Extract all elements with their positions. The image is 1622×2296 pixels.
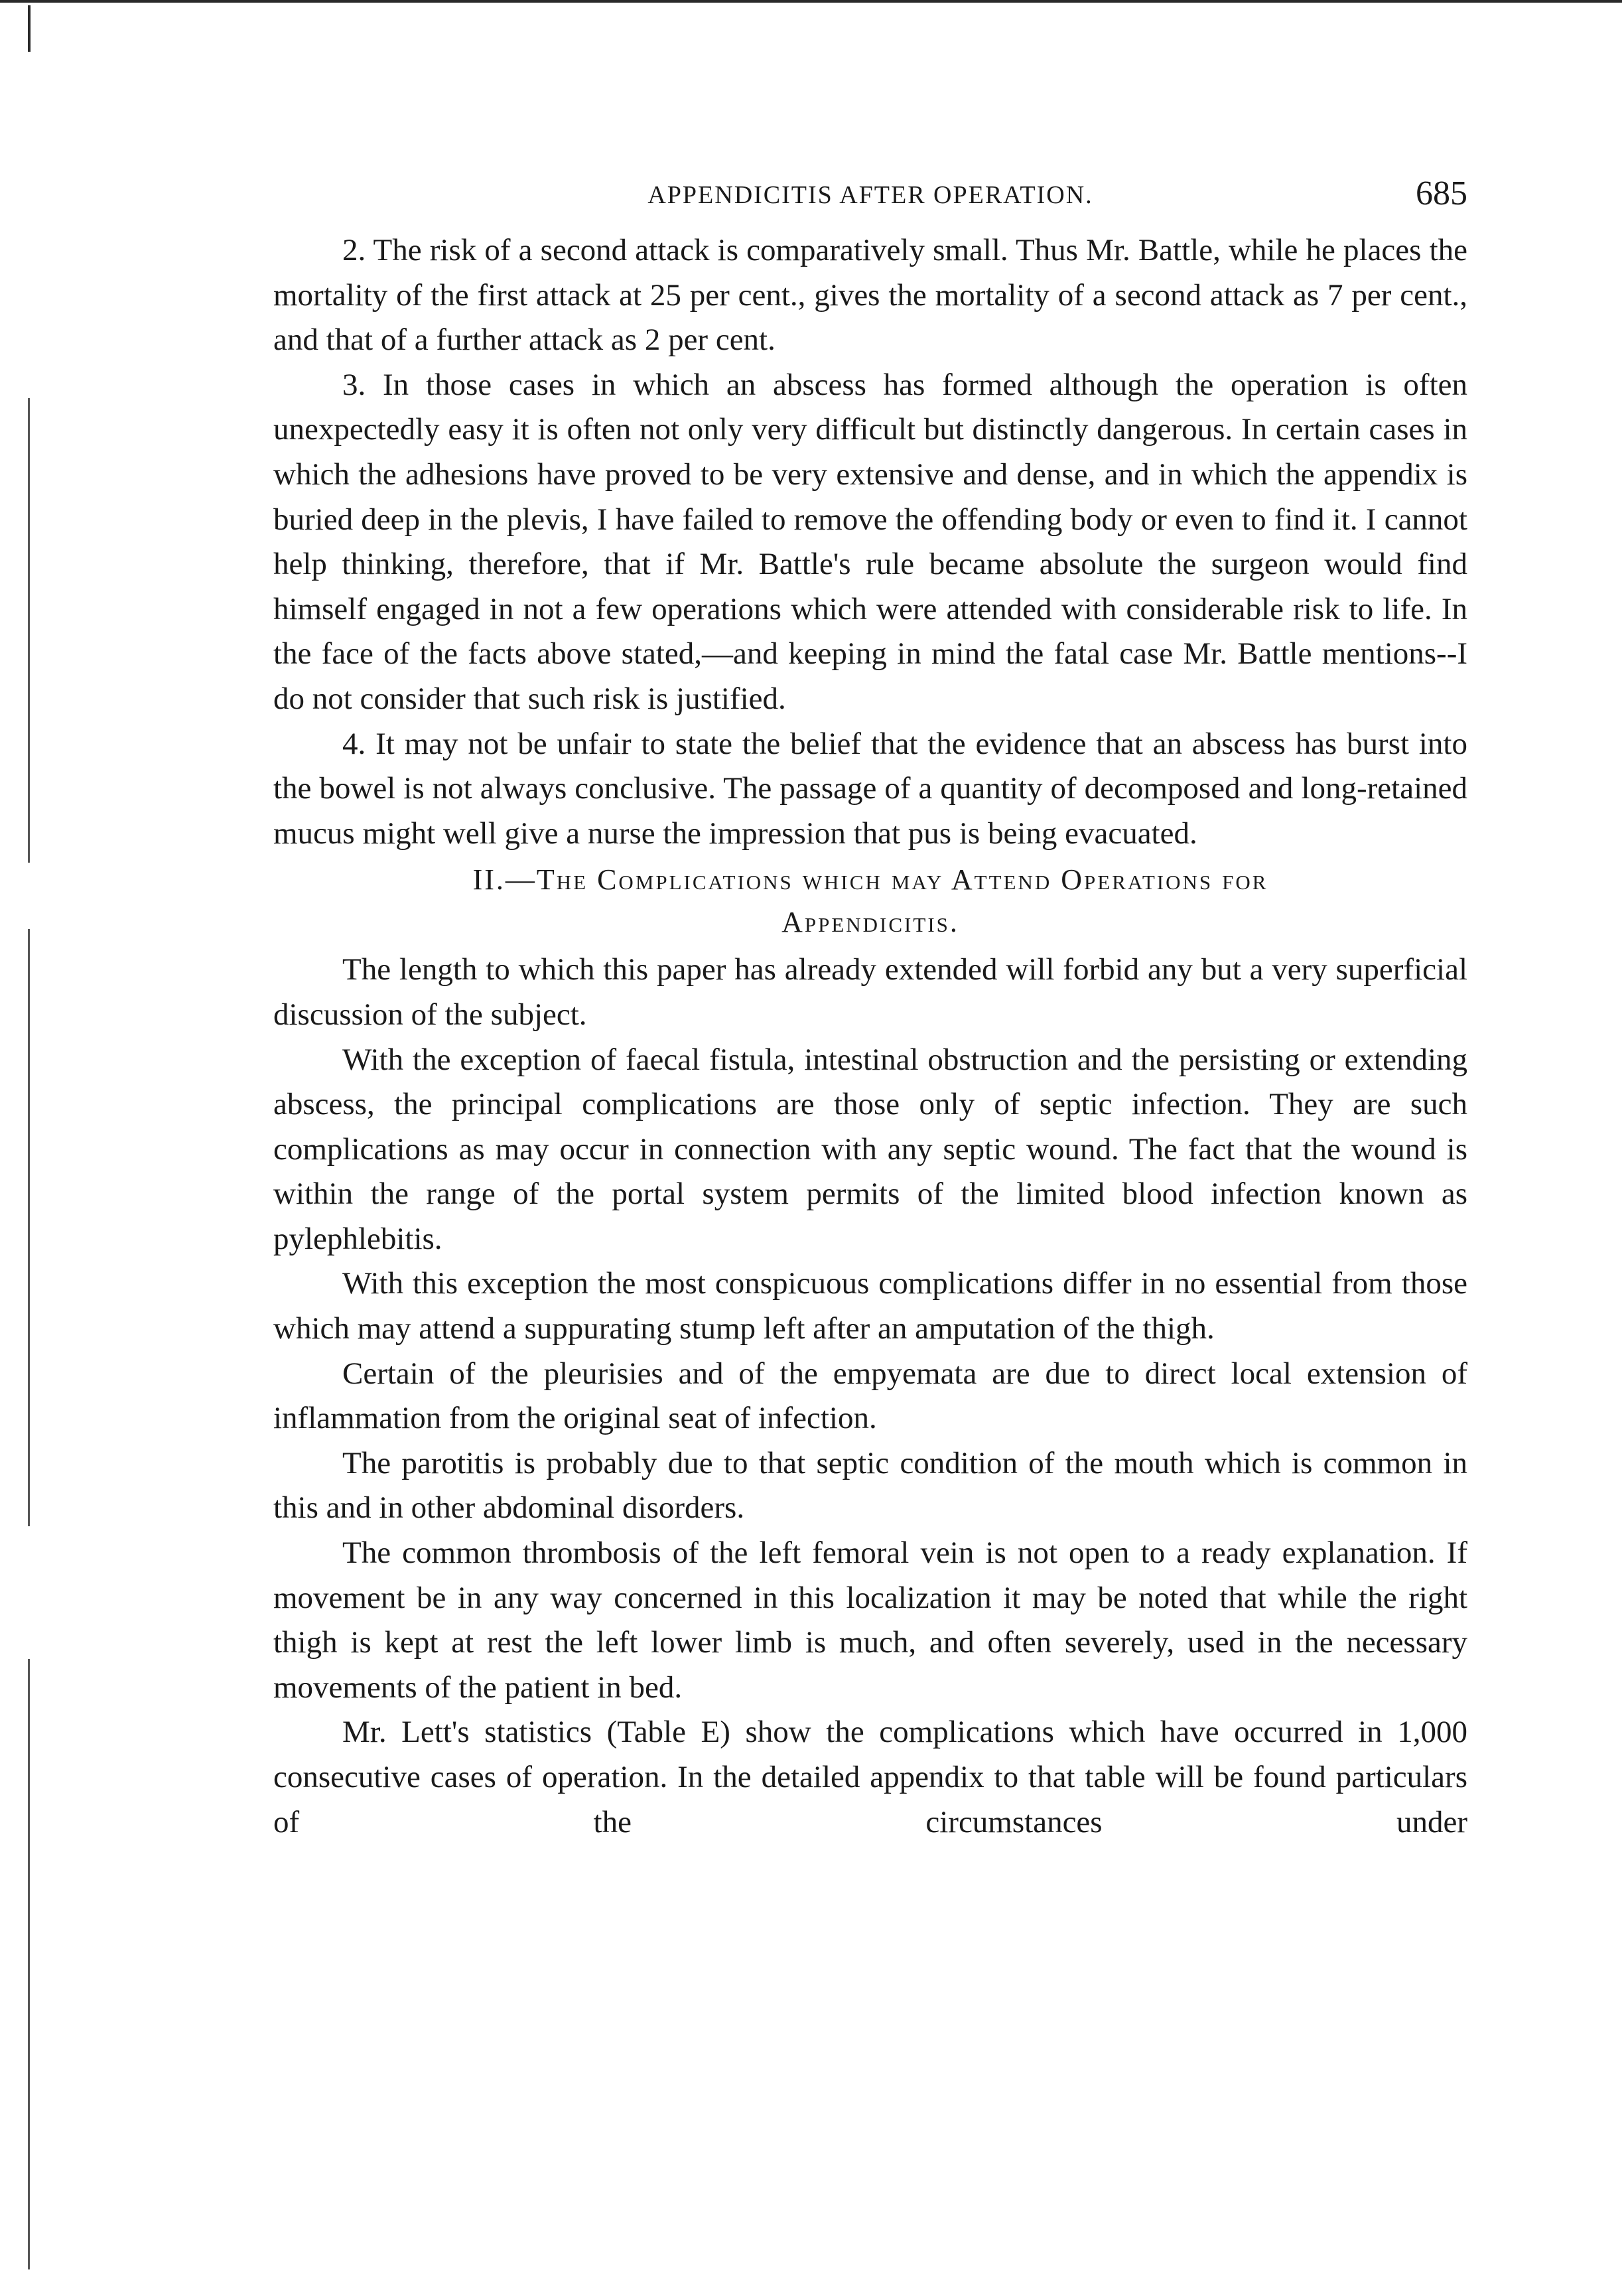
paragraph-abscess-cases: 3. In those cases in which an abscess has formed although the operation is often unexpectedly easy it is often not only very difficult but distinctly dangerous. In certain cases in which the adhesions have proved to be very extensive and dense, and in which the appendix is buried deep in the plevis, I have failed to remove the offending body or even to find it. I cannot help thinking, therefore, that if Mr. Battle's rule became absolute the surgeon would find himself engaged in not a few operations which were attended with considerable risk to life. In the face of the facts above stated,—and keeping in mind the fatal case Mr. Battle mentions--I do not consider that such risk is justified. (273, 367, 1467, 716)
body-text (273, 228, 1467, 1845)
page-number: 685 (1416, 175, 1467, 212)
running-head (273, 174, 1467, 220)
paragraph-lett-statistics: Mr. Lett's statistics (Table E) show the complications which have occurred in 1,000 consecutive cases of operation. In the detailed appendix to that table will be found particulars of the circumstances under (273, 1715, 1467, 1839)
paragraph-risk-second-attack: 2. The risk of a second attack is comparatively small. Thus Mr. Battle, while he places the mortality of the first attack at 25 per cent., gives the mortality of a second attack as 7 per cent., and that of a further attack as 2 per cent. (273, 233, 1467, 358)
gutter-mark-lower (28, 1659, 30, 2269)
section-heading-line1: II.—The Complications which may Attend Operations for (472, 863, 1268, 897)
page-content (273, 174, 1467, 1845)
paragraph-conspicuous-complications: With this exception the most conspicuous complications differ in no essential from those which may attend a suppurating stump left after an amputation of the thigh. (273, 1266, 1467, 1346)
paragraph-pleurisies: Certain of the pleurisies and of the empyemata are due to direct local extension of inflammation from the original seat of infection. (273, 1356, 1467, 1436)
paragraph-burst-abscess: 4. It may not be unfair to state the belief that the evidence that an abscess has burst into the bowel is not always conclusive. The passage of a quantity of decomposed and long-retained mucus might well give a nurse the impression that pus is being evacuated. (273, 726, 1467, 851)
running-title: APPENDICITIS AFTER OPERATION. (647, 181, 1093, 209)
top-edge-rule (0, 0, 1622, 3)
paragraph-parotitis: The parotitis is probably due to that septic condition of the mouth which is common in this and in other abdominal disorders. (273, 1445, 1467, 1526)
section-heading-line2: Appendicitis. (781, 906, 959, 939)
gutter-mark-top (28, 5, 31, 52)
paragraph-paper-length: The length to which this paper has already extended will forbid any but a very superficial discussion of the subject. (273, 952, 1467, 1032)
section-heading (273, 859, 1467, 944)
gutter-mark-upper (28, 398, 30, 863)
paragraph-septic-infection: With the exception of faecal fistula, intestinal obstruction and the persisting or extending abscess, the principal complications are those only of septic infection. They are such complications as may occur in connection with any septic wound. The fact that the wound is within the range of the portal system permits of the limited blood infection known as pylephlebitis. (273, 1042, 1467, 1256)
paragraph-femoral-thrombosis: The common thrombosis of the left femoral vein is not open to a ready explanation. If movement be in any way concerned in this localization it may be noted that while the right thigh is kept at rest the left lower limb is much, and often severely, used in the necessary movements of the patient in bed. (273, 1536, 1467, 1705)
gutter-mark-middle (28, 929, 30, 1526)
